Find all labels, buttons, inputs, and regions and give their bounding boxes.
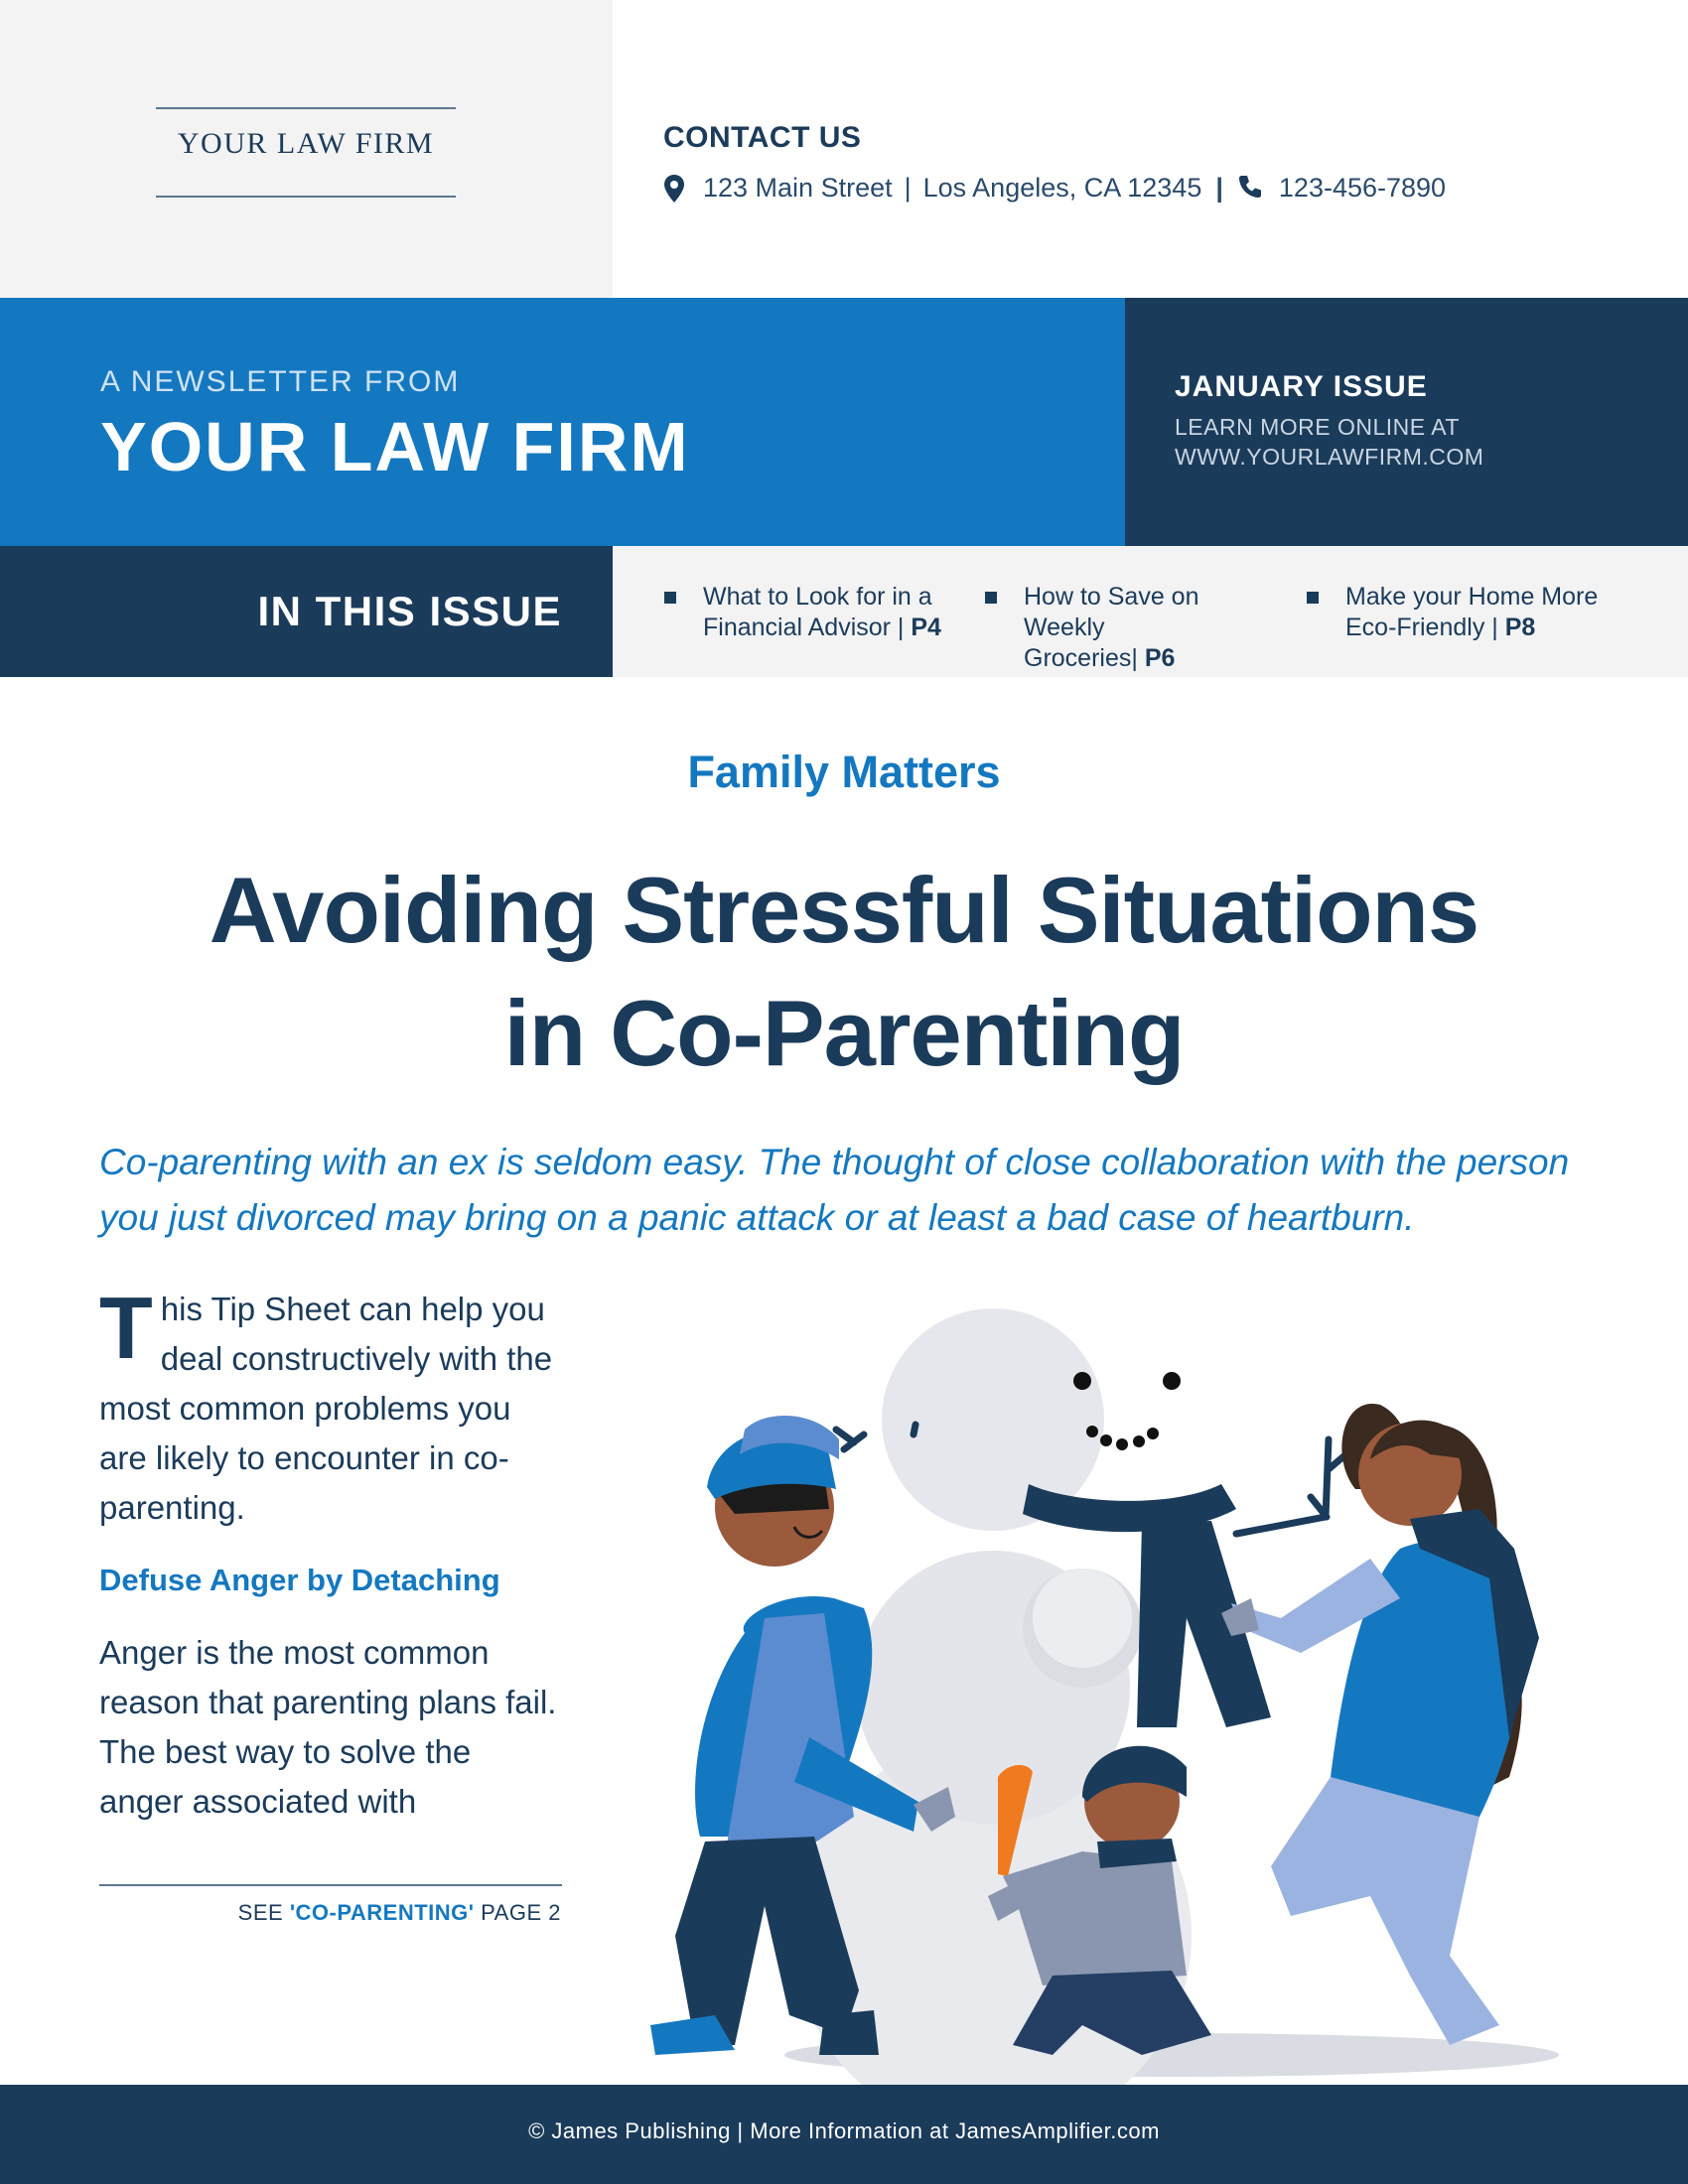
headline-line: Avoiding Stressful Situations xyxy=(209,858,1479,962)
phone-icon xyxy=(1237,174,1263,204)
lede-line: you just divorced may bring on a panic attack or at least a bad case of heartburn. xyxy=(99,1197,1415,1238)
continued-suffix: PAGE 2 xyxy=(474,1900,561,1925)
issue-item-line: Make your Home More xyxy=(1345,583,1599,611)
contact-city: Los Angeles, CA 12345 xyxy=(922,173,1202,203)
firm-logo: YOUR LAW FIRM xyxy=(177,127,435,160)
logo-rule-bottom xyxy=(156,196,456,198)
contact-phone[interactable]: 123-456-7890 xyxy=(1278,173,1447,203)
intro-text: his Tip Sheet can help you deal constructively with the most common problems you are likely to encounter in co-parenting. xyxy=(99,1291,553,1526)
article-body xyxy=(99,1279,561,1827)
logo-rule-top xyxy=(156,107,456,109)
newsletter-kicker: A NEWSLETTER FROM xyxy=(100,365,461,398)
continued-link[interactable] xyxy=(238,1900,561,1926)
issue-item[interactable] xyxy=(985,582,1273,674)
issue-item[interactable] xyxy=(1307,582,1644,643)
issue-title: JANUARY ISSUE xyxy=(1175,370,1428,403)
issue-item-line: Eco-Friendly | xyxy=(1345,614,1505,641)
issue-item-line: How to Save on Weekly xyxy=(1024,583,1199,641)
contact-separator-bold: | xyxy=(1215,173,1223,203)
contact-address[interactable]: 123 Main Street xyxy=(703,173,893,203)
issue-item-page: P6 xyxy=(1144,644,1176,672)
section-label: Family Matters xyxy=(687,747,1001,797)
continued-target: 'CO-PARENTING' xyxy=(289,1900,475,1925)
article-lede xyxy=(99,1135,1609,1246)
article-subhead: Defuse Anger by Detaching xyxy=(99,1563,500,1597)
continued-prefix: SEE xyxy=(237,1900,290,1925)
article-headline xyxy=(0,849,1688,1095)
mother-figure xyxy=(1221,1404,1539,2045)
family-building-snowman-illustration xyxy=(616,1261,1668,2085)
footer-text: © James Publishing | More Information at JamesAmplifier.com xyxy=(528,2118,1160,2143)
contact-title: CONTACT US xyxy=(663,121,862,154)
issue-item-line: Groceries| xyxy=(1024,644,1145,672)
bullet-square-icon xyxy=(664,592,676,604)
contact-separator: | xyxy=(904,173,912,203)
issue-subtitle-line: LEARN MORE ONLINE AT xyxy=(1175,414,1460,440)
bullet-square-icon xyxy=(985,592,997,604)
body-paragraph: Anger is the most common reason that parenting plans fail. The best way to solve the anger associated with xyxy=(99,1634,557,1820)
continued-rule xyxy=(99,1884,562,1886)
issue-item-page: P4 xyxy=(911,614,941,641)
lede-line: Co-parenting with an ex is seldom easy. The thought of close collaboration with the person xyxy=(99,1142,1570,1182)
issue-item[interactable] xyxy=(664,582,952,643)
headline-line: in Co-Parenting xyxy=(503,981,1185,1085)
intro-paragraph xyxy=(99,1279,561,1533)
masthead-title: YOUR LAW FIRM xyxy=(100,408,690,485)
issue-subtitle xyxy=(1175,412,1483,472)
drop-cap: T xyxy=(99,1279,153,1377)
issue-item-line: What to Look for in a xyxy=(703,583,932,611)
map-pin-icon xyxy=(663,174,689,204)
issue-item-line: Financial Advisor | xyxy=(703,614,912,641)
website-link[interactable]: WWW.YOURLAWFIRM.COM xyxy=(1175,444,1484,470)
contact-info xyxy=(663,173,1446,204)
bullet-square-icon xyxy=(1307,592,1319,604)
issue-item-page: P8 xyxy=(1504,614,1536,641)
in-this-issue-label: IN THIS ISSUE xyxy=(257,588,562,634)
